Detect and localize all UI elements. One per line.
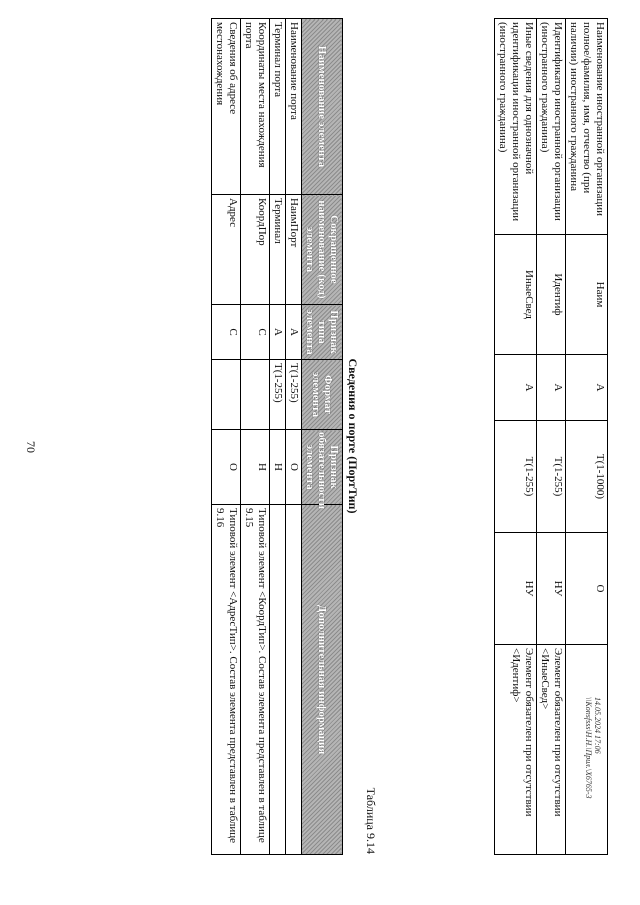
- cell-format: T(1-255): [495, 421, 537, 533]
- table-row: [537, 19, 566, 855]
- cell-info: Типовой элемент <АдресТип>. Состав элемента представлен в таблице 9.16: [212, 505, 241, 855]
- table-row: [212, 19, 241, 855]
- footer-timestamp: 14.05.2024 17:06: [593, 697, 602, 754]
- cell-name: Координаты места нахождения порта: [241, 19, 270, 195]
- page-number: 70: [24, 441, 38, 453]
- cell-info: [566, 645, 608, 855]
- table-row: [566, 19, 608, 855]
- cell-info: [286, 505, 302, 855]
- cell-type: А: [286, 305, 302, 360]
- cell-format: T(1-255): [286, 360, 302, 430]
- cell-format: T(1-1000): [566, 421, 608, 533]
- cell-required: Н: [241, 430, 270, 505]
- cell-code: Терминал: [270, 195, 286, 305]
- cell-info: Элемент обязателен при отсутствии <ИныеСвед>: [537, 645, 566, 855]
- cell-format: [212, 360, 241, 430]
- footer-path: \\Konsfsss\Н.Н.\Прил.\Х6765-3: [584, 697, 593, 799]
- cell-required: НУ: [537, 533, 566, 645]
- cell-code: Идентиф: [537, 235, 566, 355]
- cell-name: Идентификатор иностранной организации (иностранного гражданина): [537, 19, 566, 235]
- cell-name: Иные сведения для однозначной идентификации иностранной организации (иностранного гражданина): [495, 19, 537, 235]
- cell-code: КоордПор: [241, 195, 270, 305]
- table-row: [241, 19, 270, 855]
- cell-required: НУ: [495, 533, 537, 645]
- cell-info: Типовой элемент <КоордТип>. Состав элемента представлен в таблице 9.15: [241, 505, 270, 855]
- cell-type: А: [270, 305, 286, 360]
- header-element-required: Признак обязательности элемента: [302, 430, 343, 505]
- cell-name: Сведения об адресе местонахождения: [212, 19, 241, 195]
- cell-type: А: [566, 355, 608, 421]
- rotated-content: [48, 18, 608, 854]
- table-row: [270, 19, 286, 855]
- cell-code: Адрес: [212, 195, 241, 305]
- cell-format: [241, 360, 270, 430]
- cell-name: Наименование иностранной организации полное/фамилия, имя, отчество (при наличии) иностранного гражданина: [566, 19, 608, 235]
- cell-info: [270, 505, 286, 855]
- table-label: Таблица 9.14: [364, 787, 378, 854]
- cell-type: А: [495, 355, 537, 421]
- cell-name: Терминал порта: [270, 19, 286, 195]
- cell-code: ИныеСвед: [495, 235, 537, 355]
- cell-type: С: [212, 305, 241, 360]
- header-element-format: Формат элемента: [302, 360, 343, 430]
- cell-code: Наим: [566, 235, 608, 355]
- header-element-type: Признак типа элемента: [302, 305, 343, 360]
- cell-required: О: [566, 533, 608, 645]
- cell-name: Наименование порта: [286, 19, 302, 195]
- cell-type: А: [537, 355, 566, 421]
- port-info-table: [211, 18, 343, 855]
- cell-format: T(1-255): [537, 421, 566, 533]
- header-additional-info: Дополнительная информация: [302, 505, 343, 855]
- header-element-code: Сокращенное наименование (код) элемента: [302, 195, 343, 305]
- cell-required: Н: [270, 430, 286, 505]
- continued-table: [494, 18, 608, 855]
- cell-info: Элемент обязателен при отсутствии <Идентиф>: [495, 645, 537, 855]
- table-row: [286, 19, 302, 855]
- table-row: [495, 19, 537, 855]
- cell-code: НаимПорт: [286, 195, 302, 305]
- cell-type: С: [241, 305, 270, 360]
- table-header-row: [302, 19, 343, 855]
- cell-format: T(1-255): [270, 360, 286, 430]
- table-title: Сведения о порте (ПортТип): [346, 358, 360, 514]
- cell-required: О: [212, 430, 241, 505]
- header-element-name: Наименование элемента: [302, 19, 343, 195]
- cell-required: О: [286, 430, 302, 505]
